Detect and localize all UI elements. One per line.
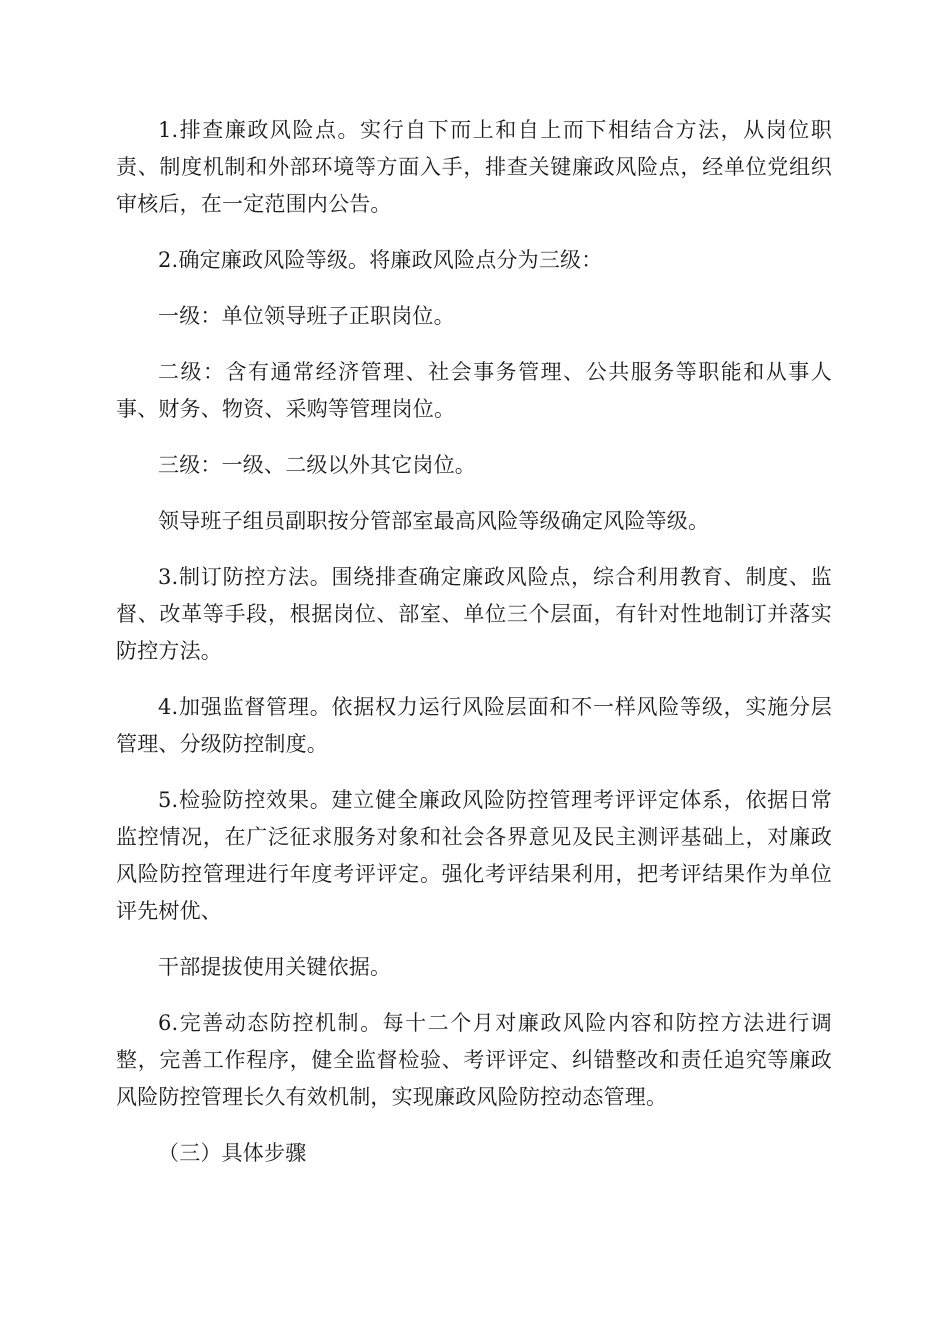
document-page [116,112,832,1191]
paragraph-5: 三级：一级、二级以外其它岗位。 [158,453,476,477]
section-heading: （三）具体步骤 [158,1141,307,1165]
paragraph-4: 二级：含有通常经济管理、社会事务管理、公共服务等职能和从事人事、财务、物资、采购等管理岗位。 [116,360,832,421]
paragraph-7: 3.制订防控方法。围绕排查确定廉政风险点，综合利用教育、制度、监督、改革等手段，根据岗位、部室、单位三个层面，有针对性地制订并落实防控方法。 [116,565,832,663]
paragraph-1: 1.排查廉政风险点。实行自下而上和自上而下相结合方法，从岗位职责、制度机制和外部环境等方面入手，排查关键廉政风险点，经单位党组织审核后，在一定范围内公告。 [116,118,832,216]
paragraph-3: 一级：单位领导班子正职岗位。 [158,304,455,328]
paragraph-8: 4.加强监督管理。依据权力运行风险层面和不一样风险等级，实施分层管理、分级防控制度。 [116,695,832,756]
paragraph-9: 5.检验防控效果。建立健全廉政风险防控管理考评评定体系，依据日常监控情况，在广泛征求服务对象和社会各界意见及民主测评基础上，对廉政风险防控管理进行年度考评评定。强化考评结果利用，把考评结果作为单位评先树优、 [116,788,832,923]
paragraph-11: 6.完善动态防控机制。每十二个月对廉政风险内容和防控方法进行调整，完善工作程序，健全监督检验、考评评定、纠错整改和责任追究等廉政风险防控管理长久有效机制，实现廉政风险防控动态管理。 [116,1011,832,1109]
paragraph-10: 干部提拔使用关键依据。 [158,955,392,979]
paragraph-6: 领导班子组员副职按分管部室最高风险等级确定风险等级。 [158,509,710,533]
paragraph-2: 2.确定廉政风险等级。将廉政风险点分为三级： [158,248,603,272]
